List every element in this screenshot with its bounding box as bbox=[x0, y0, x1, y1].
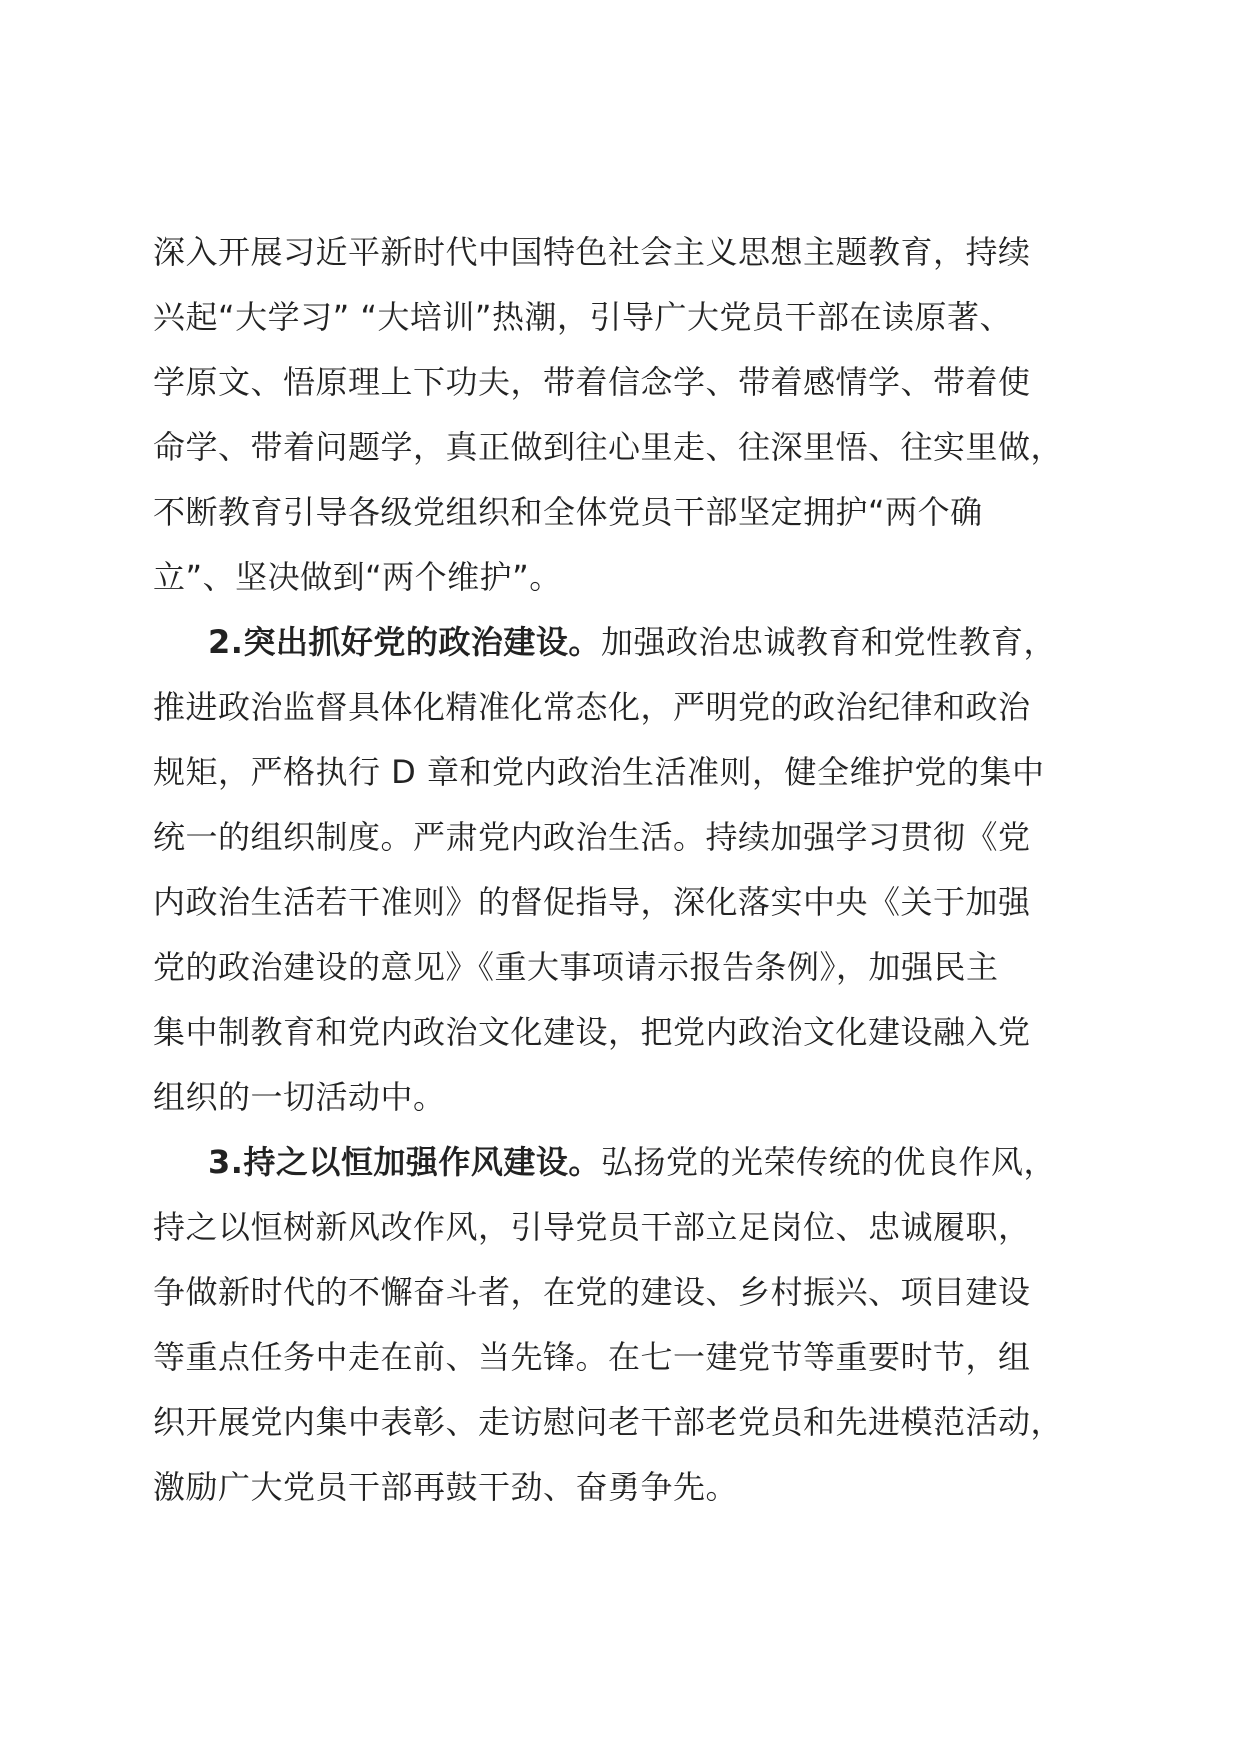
text-line: 织开展党内集中表彰、走访慰问老干部老党员和先进模范活动， bbox=[153, 1403, 1064, 1441]
text-line: 推进政治监督具体化精准化常态化，严明党的政治纪律和政治 bbox=[153, 688, 1031, 726]
text-span: 弘扬党的光荣传统的优良作风， bbox=[600, 1143, 1056, 1181]
text-line: 集中制教育和党内政治文化建设，把党内政治文化建设融入党 bbox=[153, 1013, 1031, 1051]
text-line: 命学、带着问题学，真正做到往心里走、往深里悟、往实里做， bbox=[153, 428, 1064, 466]
section-heading: 3.持之以恒加强作风建设。 bbox=[208, 1143, 601, 1181]
text-line: 学原文、悟原理上下功夫，带着信念学、带着感情学、带着使 bbox=[153, 363, 1031, 401]
text-line: 兴起“大学习” “大培训”热潮，引导广大党员干部在读原著、 bbox=[153, 298, 1012, 336]
text-line: 争做新时代的不懈奋斗者，在党的建设、乡村振兴、项目建设 bbox=[153, 1273, 1031, 1311]
document-page bbox=[153, 220, 1093, 1520]
text-span: 加强政治忠诚教育和党性教育， bbox=[600, 623, 1056, 661]
text-line: 规矩，严格执行 D 章和党内政治生活准则，健全维护党的集中 bbox=[153, 753, 1045, 791]
paragraph-first-line bbox=[153, 610, 1093, 675]
text-line: 党的政治建设的意见》《重大事项请示报告条例》，加强民主 bbox=[153, 948, 999, 986]
text-line: 不断教育引导各级党组织和全体党员干部坚定拥护“两个确 bbox=[153, 493, 983, 531]
paragraph-2 bbox=[153, 610, 1093, 1130]
text-line: 深入开展习近平新时代中国特色社会主义思想主题教育，持续 bbox=[153, 233, 1031, 271]
text-line: 激励广大党员干部再鼓干劲、奋勇争先。 bbox=[153, 1468, 739, 1506]
section-heading: 2.突出抓好党的政治建设。 bbox=[208, 623, 601, 661]
paragraph-1 bbox=[153, 220, 1093, 610]
text-line: 内政治生活若干准则》的督促指导，深化落实中央《关于加强 bbox=[153, 883, 1031, 921]
text-line: 组织的一切活动中。 bbox=[153, 1078, 446, 1116]
paragraph-first-line bbox=[153, 1130, 1093, 1195]
paragraph-3 bbox=[153, 1130, 1093, 1520]
text-line: 立”、坚决做到“两个维护”。 bbox=[153, 558, 562, 596]
text-line: 持之以恒树新风改作风，引导党员干部立足岗位、忠诚履职， bbox=[153, 1208, 1031, 1246]
text-line: 等重点任务中走在前、当先锋。在七一建党节等重要时节，组 bbox=[153, 1338, 1031, 1376]
text-line: 统一的组织制度。严肃党内政治生活。持续加强学习贯彻《党 bbox=[153, 818, 1031, 856]
